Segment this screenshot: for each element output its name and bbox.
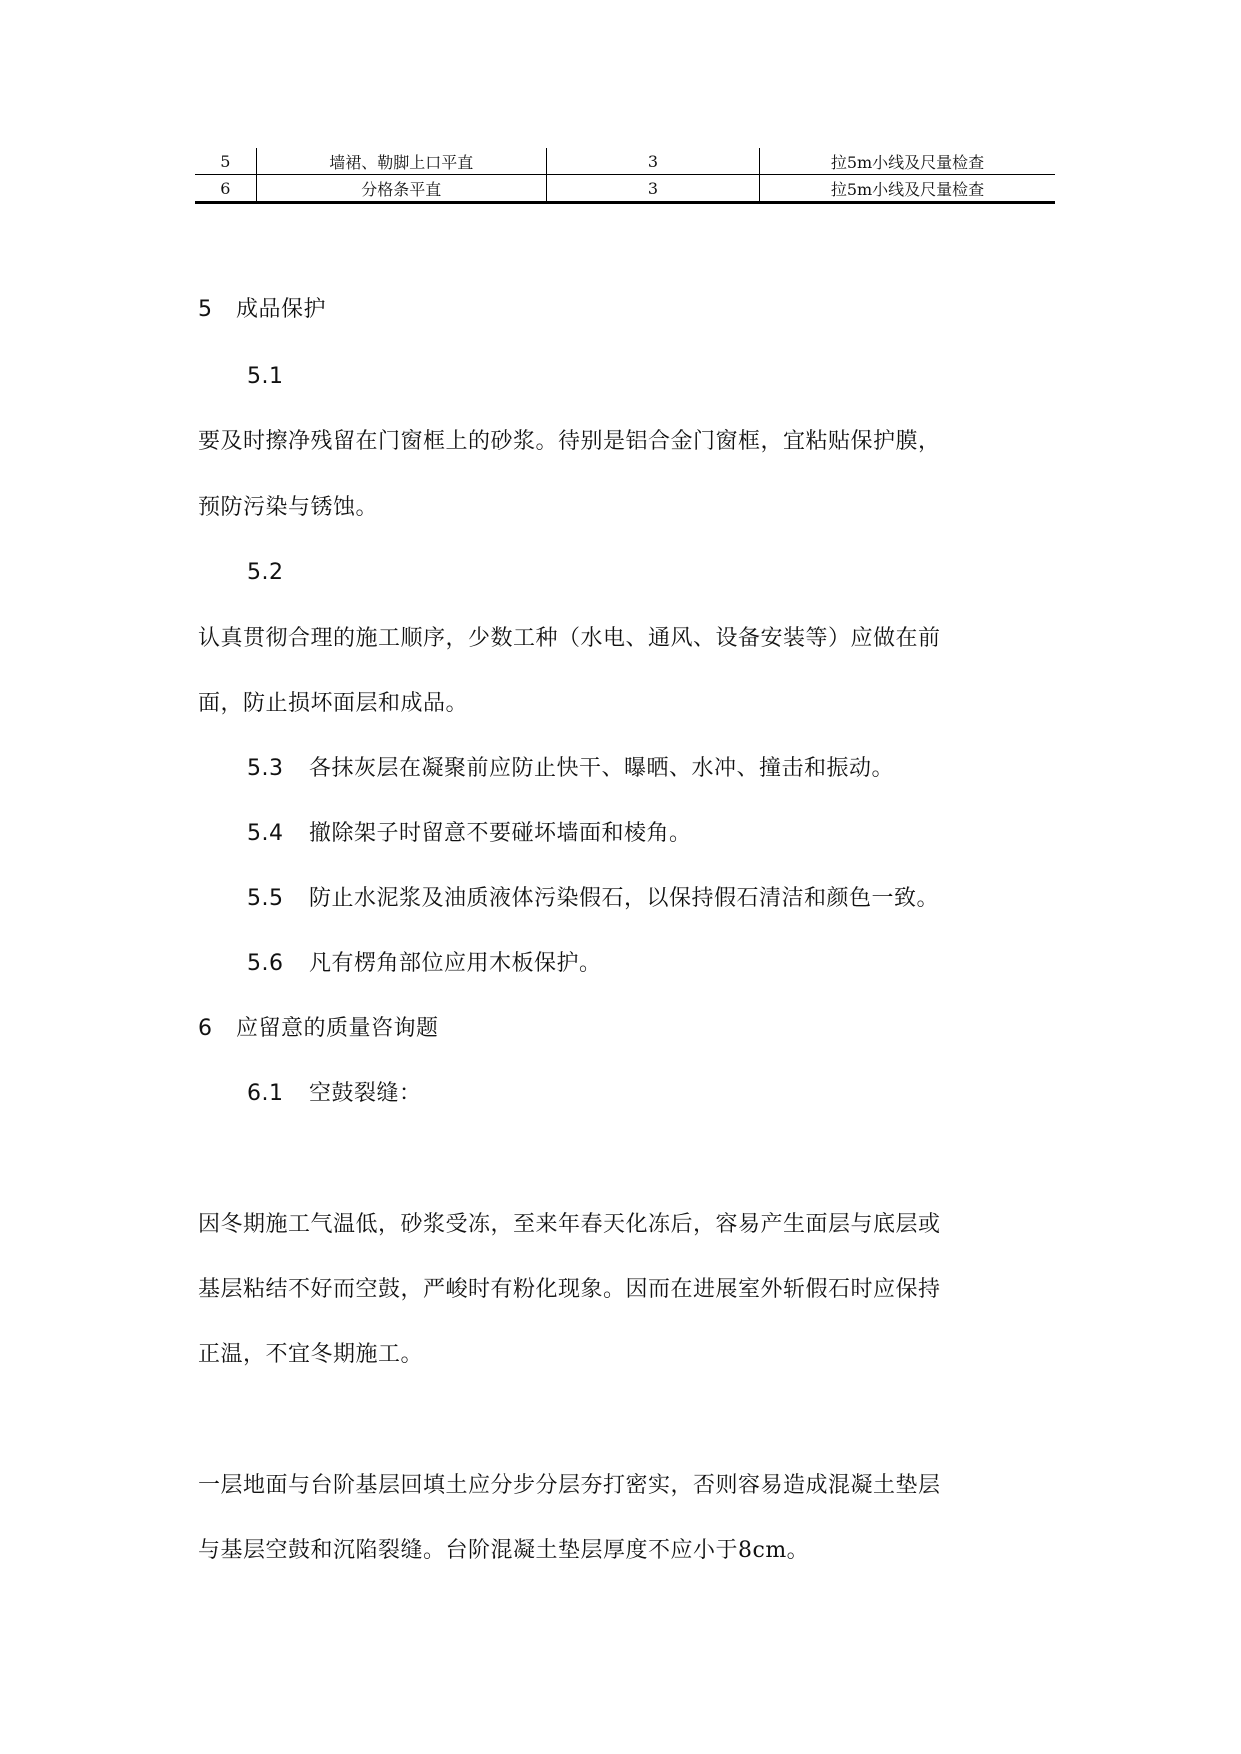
section-number: 5 [198,297,213,322]
table-row [195,148,1055,175]
tolerance-table [195,148,1055,204]
paragraph-line: 预防污染与锈蚀。 [198,495,379,520]
cell-item: 分格条平直 [256,175,546,203]
clause-5-6: 5.6 凡有楞角部位应用木板保护。 [247,951,602,976]
paragraph-line: 一层地面与台阶基层回填土应分步分层夯打密实，否则容易造成混凝土垫层 [198,1473,941,1498]
cell-no: 6 [195,175,256,203]
clause-5-2-number: 5.2 [247,560,284,585]
clause-5-1-number: 5.1 [247,364,284,389]
paragraph-line: 正温，不宜冬期施工。 [198,1342,424,1367]
clause-5-4: 5.4 撤除架子时留意不要碰坏墙面和棱角。 [247,821,692,846]
clause-5-5: 5.5 防止水泥浆及油质液体污染假石，以保持假石清洁和颜色一致。 [247,886,940,911]
section-5-heading [198,298,326,322]
section-number: 6 [198,1016,213,1041]
cell-no: 5 [195,148,256,175]
cell-method: 拉5m小线及尺量检查 [760,175,1055,203]
section-6-heading [198,1017,439,1041]
section-title: 应留意的质量咨询题 [236,1016,439,1041]
paragraph-line: 要及时擦净残留在门窗框上的砂浆。待别是铝合金门窗框，宜粘贴保护膜， [198,429,941,454]
cell-method: 拉5m小线及尺量检查 [760,148,1055,175]
section-title: 成品保护 [236,297,327,322]
paragraph-line: 与基层空鼓和沉陷裂缝。台阶混凝土垫层厚度不应小于8cm。 [198,1538,810,1563]
paragraph-line: 基层粘结不好而空鼓，严峻时有粉化现象。因而在进展室外斩假石时应保持 [198,1277,941,1302]
cell-item: 墙裙、勒脚上口平直 [256,148,546,175]
cell-tolerance: 3 [546,175,759,203]
paragraph-line: 认真贯彻合理的施工顺序，少数工种（水电、通风、设备安装等）应做在前 [198,626,941,651]
clause-6-1: 6.1 空鼓裂缝： [247,1081,422,1106]
paragraph-line: 因冬期施工气温低，砂浆受冻，至来年春天化冻后，容易产生面层与底层或 [198,1212,941,1237]
cell-tolerance: 3 [546,148,759,175]
table-row [195,175,1055,203]
paragraph-line: 面，防止损坏面层和成品。 [198,691,469,716]
clause-5-3: 5.3 各抹灰层在凝聚前应防止快干、曝晒、水冲、撞击和振动。 [247,756,895,781]
